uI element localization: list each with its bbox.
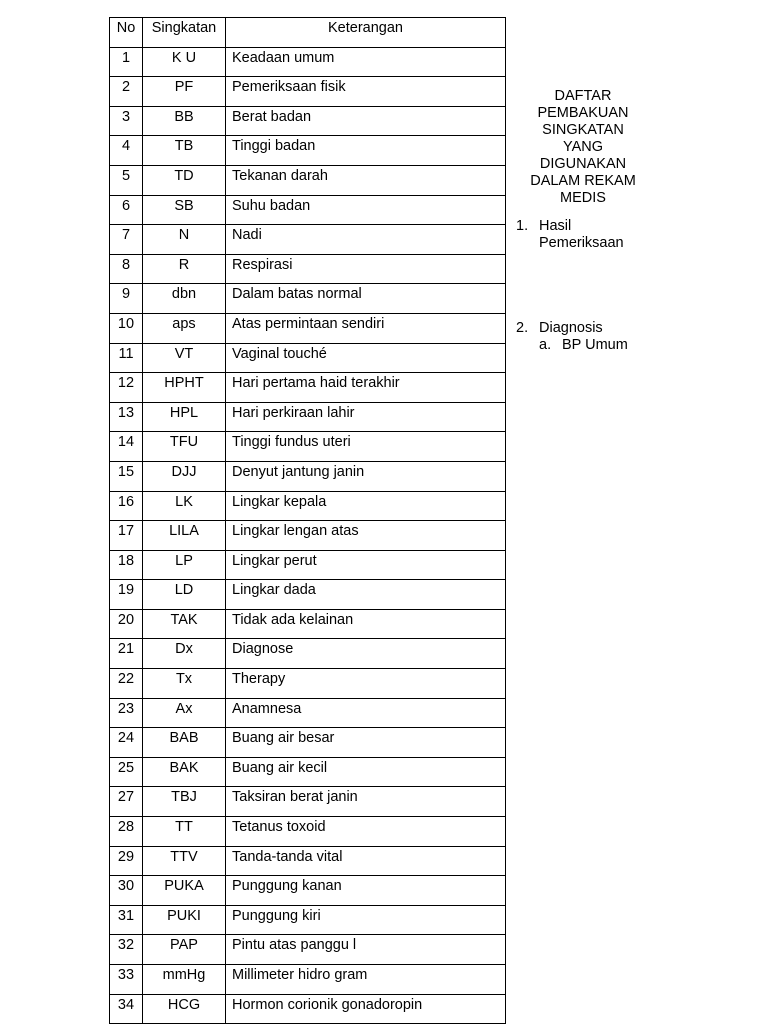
table-row bbox=[110, 521, 506, 551]
cell-description: Taksiran berat janin bbox=[226, 787, 506, 817]
cell-description: Anamnesa bbox=[226, 698, 506, 728]
table-row bbox=[110, 609, 506, 639]
list-item-label: Hasil bbox=[539, 218, 572, 234]
cell-description: Respirasi bbox=[226, 254, 506, 284]
sublist-letter: a. bbox=[539, 337, 552, 353]
cell-abbreviation: PUKI bbox=[143, 905, 226, 935]
cell-abbreviation: N bbox=[143, 225, 226, 255]
table-row bbox=[110, 965, 506, 995]
cell-description: Pintu atas panggu l bbox=[226, 935, 506, 965]
table-row bbox=[110, 935, 506, 965]
cell-no: 8 bbox=[110, 254, 143, 284]
cell-no: 27 bbox=[110, 787, 143, 817]
cell-no: 14 bbox=[110, 432, 143, 462]
title-line: DALAM REKAM bbox=[530, 173, 636, 189]
table-row bbox=[110, 728, 506, 758]
cell-abbreviation: HPHT bbox=[143, 373, 226, 403]
cell-description: Keadaan umum bbox=[226, 47, 506, 77]
cell-no: 1 bbox=[110, 47, 143, 77]
cell-abbreviation: mmHg bbox=[143, 965, 226, 995]
cell-description: Tidak ada kelainan bbox=[226, 609, 506, 639]
cell-abbreviation: TAK bbox=[143, 609, 226, 639]
table-row bbox=[110, 787, 506, 817]
cell-abbreviation: Ax bbox=[143, 698, 226, 728]
table-row bbox=[110, 254, 506, 284]
cell-description: Pemeriksaan fisik bbox=[226, 77, 506, 107]
cell-description: Buang air kecil bbox=[226, 757, 506, 787]
cell-description: Punggung kanan bbox=[226, 876, 506, 906]
cell-abbreviation: BAB bbox=[143, 728, 226, 758]
cell-abbreviation: HPL bbox=[143, 402, 226, 432]
cell-abbreviation: TD bbox=[143, 165, 226, 195]
cell-description: Hari perkiraan lahir bbox=[226, 402, 506, 432]
table-body bbox=[110, 47, 506, 1024]
cell-description: Vaginal touché bbox=[226, 343, 506, 373]
cell-no: 29 bbox=[110, 846, 143, 876]
header-abbreviation: Singkatan bbox=[143, 18, 226, 48]
table-row bbox=[110, 698, 506, 728]
cell-abbreviation: TT bbox=[143, 817, 226, 847]
cell-no: 6 bbox=[110, 195, 143, 225]
title-line: DIGUNAKAN bbox=[539, 156, 627, 172]
table-row bbox=[110, 47, 506, 77]
cell-description: Millimeter hidro gram bbox=[226, 965, 506, 995]
cell-no: 3 bbox=[110, 106, 143, 136]
list-item-hasil-pemeriksaan bbox=[516, 218, 624, 252]
cell-abbreviation: BB bbox=[143, 106, 226, 136]
cell-abbreviation: aps bbox=[143, 313, 226, 343]
title-line: MEDIS bbox=[560, 190, 606, 206]
cell-description: Therapy bbox=[226, 669, 506, 699]
cell-no: 16 bbox=[110, 491, 143, 521]
cell-no: 22 bbox=[110, 669, 143, 699]
table-row bbox=[110, 491, 506, 521]
list-number: 1. bbox=[516, 218, 529, 234]
cell-no: 31 bbox=[110, 905, 143, 935]
cell-description: Tinggi fundus uteri bbox=[226, 432, 506, 462]
cell-abbreviation: dbn bbox=[143, 284, 226, 314]
cell-abbreviation: BAK bbox=[143, 757, 226, 787]
title-line: SINGKATAN bbox=[542, 122, 624, 138]
cell-no: 20 bbox=[110, 609, 143, 639]
table-row bbox=[110, 225, 506, 255]
title-line: DAFTAR bbox=[554, 88, 612, 104]
cell-abbreviation: LK bbox=[143, 491, 226, 521]
cell-description: Lingkar kepala bbox=[226, 491, 506, 521]
cell-description: Tanda-tanda vital bbox=[226, 846, 506, 876]
cell-no: 17 bbox=[110, 521, 143, 551]
cell-no: 28 bbox=[110, 817, 143, 847]
cell-abbreviation: LD bbox=[143, 580, 226, 610]
cell-no: 33 bbox=[110, 965, 143, 995]
cell-description: Suhu badan bbox=[226, 195, 506, 225]
table-row bbox=[110, 550, 506, 580]
cell-no: 10 bbox=[110, 313, 143, 343]
title-line: PEMBAKUAN bbox=[537, 105, 629, 121]
sublist-item-label: BP Umum bbox=[562, 337, 628, 353]
cell-no: 23 bbox=[110, 698, 143, 728]
document-title bbox=[520, 88, 646, 207]
cell-description: Denyut jantung janin bbox=[226, 461, 506, 491]
cell-no: 19 bbox=[110, 580, 143, 610]
cell-abbreviation: HCG bbox=[143, 994, 226, 1024]
cell-description: Lingkar dada bbox=[226, 580, 506, 610]
table-row bbox=[110, 639, 506, 669]
header-description: Keterangan bbox=[226, 18, 506, 48]
cell-abbreviation: LP bbox=[143, 550, 226, 580]
cell-no: 7 bbox=[110, 225, 143, 255]
cell-description: Lingkar perut bbox=[226, 550, 506, 580]
sublist-item-bp-umum bbox=[539, 337, 628, 354]
cell-no: 11 bbox=[110, 343, 143, 373]
cell-description: Hormon corionik gonadoropin bbox=[226, 994, 506, 1024]
cell-description: Lingkar lengan atas bbox=[226, 521, 506, 551]
cell-no: 24 bbox=[110, 728, 143, 758]
cell-no: 15 bbox=[110, 461, 143, 491]
table-row bbox=[110, 905, 506, 935]
cell-abbreviation: Tx bbox=[143, 669, 226, 699]
cell-abbreviation: K U bbox=[143, 47, 226, 77]
cell-abbreviation: TFU bbox=[143, 432, 226, 462]
title-line: YANG bbox=[562, 139, 604, 155]
cell-description: Buang air besar bbox=[226, 728, 506, 758]
cell-abbreviation: R bbox=[143, 254, 226, 284]
table-row bbox=[110, 106, 506, 136]
table-row bbox=[110, 461, 506, 491]
table-row bbox=[110, 817, 506, 847]
table-row bbox=[110, 580, 506, 610]
cell-abbreviation: PF bbox=[143, 77, 226, 107]
table-row bbox=[110, 994, 506, 1024]
cell-no: 9 bbox=[110, 284, 143, 314]
table-row bbox=[110, 165, 506, 195]
cell-no: 4 bbox=[110, 136, 143, 166]
table-row bbox=[110, 846, 506, 876]
cell-description: Berat badan bbox=[226, 106, 506, 136]
table-row bbox=[110, 136, 506, 166]
list-number: 2. bbox=[516, 320, 529, 336]
cell-no: 2 bbox=[110, 77, 143, 107]
cell-abbreviation: PUKA bbox=[143, 876, 226, 906]
cell-abbreviation: Dx bbox=[143, 639, 226, 669]
cell-description: Tetanus toxoid bbox=[226, 817, 506, 847]
cell-abbreviation: VT bbox=[143, 343, 226, 373]
list-item-diagnosis bbox=[516, 320, 603, 337]
cell-no: 18 bbox=[110, 550, 143, 580]
cell-abbreviation: TTV bbox=[143, 846, 226, 876]
cell-description: Diagnose bbox=[226, 639, 506, 669]
table-row bbox=[110, 432, 506, 462]
cell-no: 32 bbox=[110, 935, 143, 965]
cell-description: Hari pertama haid terakhir bbox=[226, 373, 506, 403]
list-item-label-continued: Pemeriksaan bbox=[539, 235, 624, 251]
list-item-label: Diagnosis bbox=[539, 320, 603, 336]
table-header-row bbox=[110, 18, 506, 48]
cell-description: Dalam batas normal bbox=[226, 284, 506, 314]
header-no: No bbox=[110, 18, 143, 48]
cell-description: Tekanan darah bbox=[226, 165, 506, 195]
cell-no: 34 bbox=[110, 994, 143, 1024]
cell-abbreviation: DJJ bbox=[143, 461, 226, 491]
table-row bbox=[110, 313, 506, 343]
table-row bbox=[110, 757, 506, 787]
table-row bbox=[110, 669, 506, 699]
abbreviation-table bbox=[109, 17, 506, 1024]
cell-description: Nadi bbox=[226, 225, 506, 255]
cell-abbreviation: LILA bbox=[143, 521, 226, 551]
cell-abbreviation: PAP bbox=[143, 935, 226, 965]
cell-no: 30 bbox=[110, 876, 143, 906]
table-row bbox=[110, 343, 506, 373]
table-row bbox=[110, 876, 506, 906]
table-row bbox=[110, 284, 506, 314]
cell-no: 25 bbox=[110, 757, 143, 787]
cell-no: 13 bbox=[110, 402, 143, 432]
table-row bbox=[110, 77, 506, 107]
cell-abbreviation: TBJ bbox=[143, 787, 226, 817]
cell-no: 5 bbox=[110, 165, 143, 195]
cell-description: Atas permintaan sendiri bbox=[226, 313, 506, 343]
cell-abbreviation: TB bbox=[143, 136, 226, 166]
cell-abbreviation: SB bbox=[143, 195, 226, 225]
cell-no: 12 bbox=[110, 373, 143, 403]
cell-description: Punggung kiri bbox=[226, 905, 506, 935]
table-row bbox=[110, 402, 506, 432]
table-row bbox=[110, 195, 506, 225]
table-row bbox=[110, 373, 506, 403]
cell-no: 21 bbox=[110, 639, 143, 669]
cell-description: Tinggi badan bbox=[226, 136, 506, 166]
